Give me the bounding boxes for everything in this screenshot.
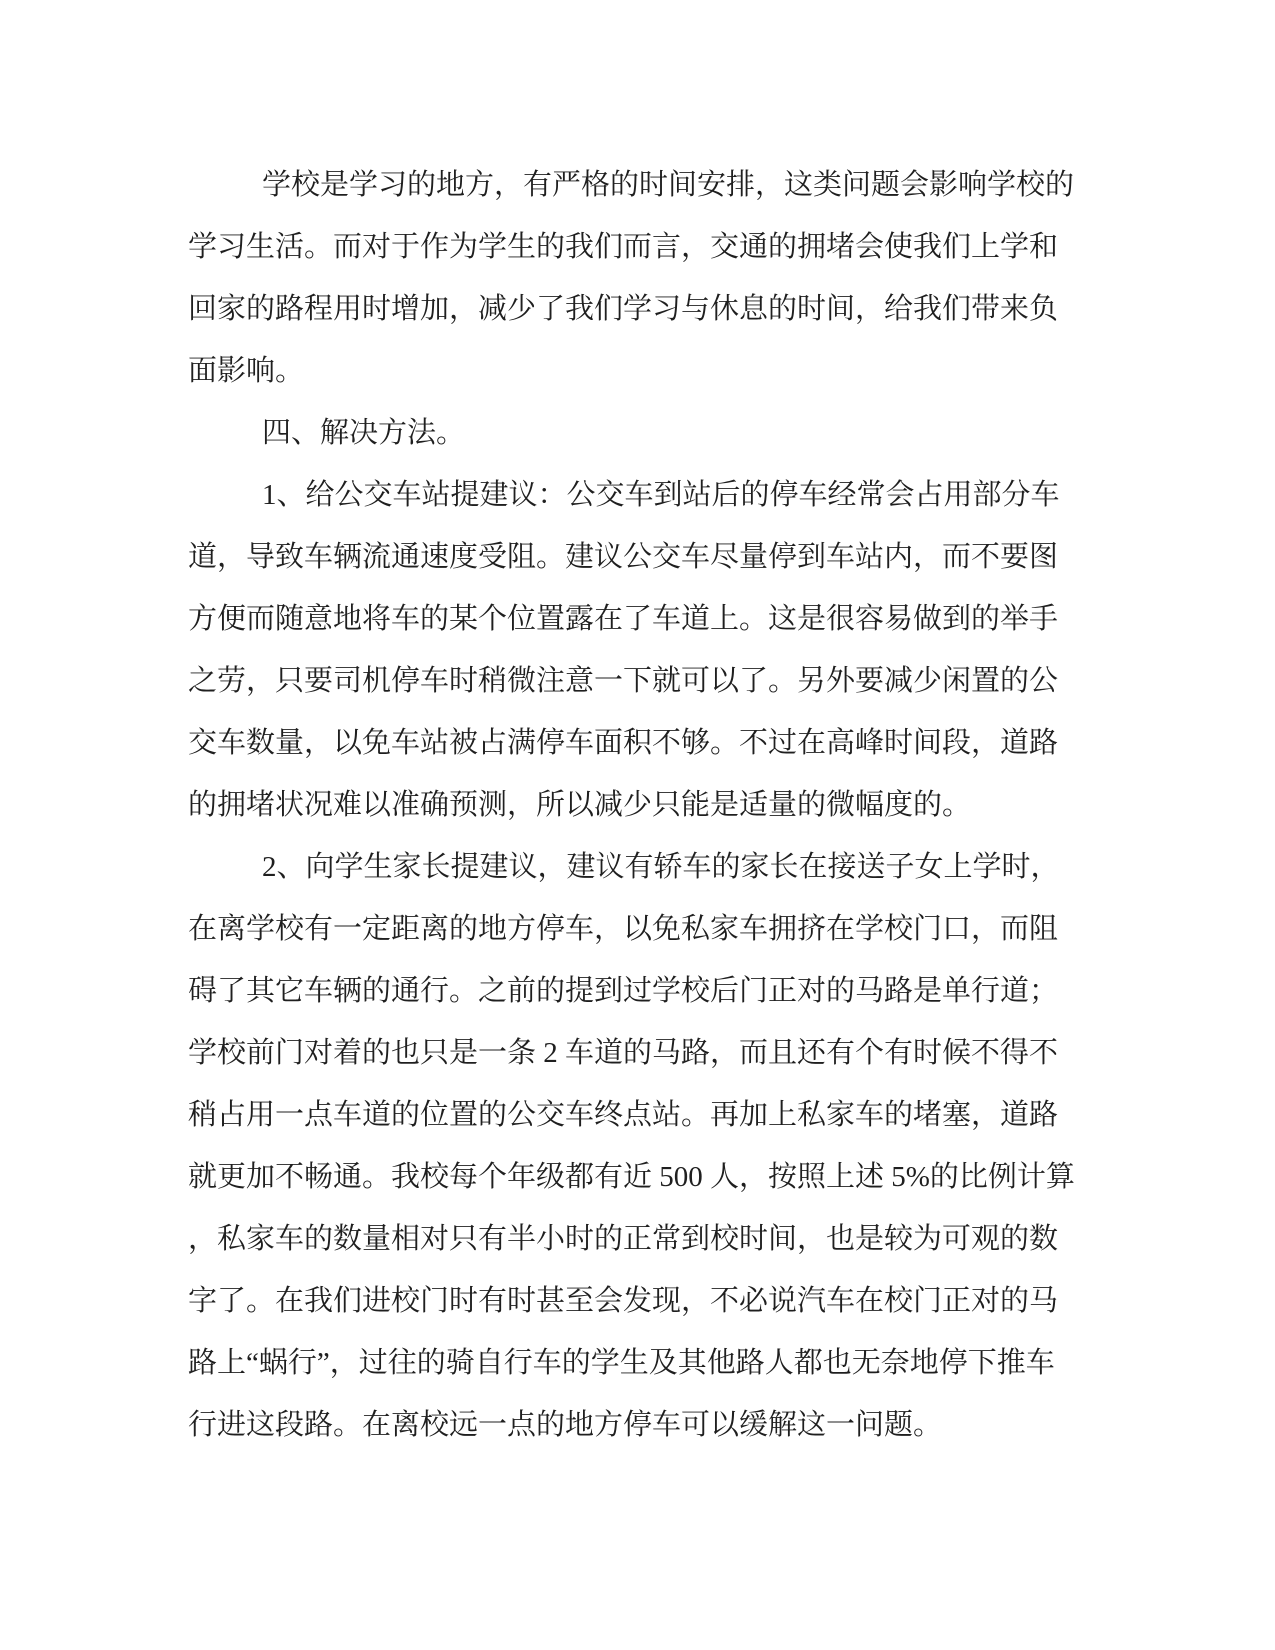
text-line: 方便而随意地将车的某个位置露在了车道上。这是很容易做到的举手	[188, 603, 1059, 635]
text-line: 碍了其它车辆的通行。之前的提到过学校后门正对的马路是单行道；	[188, 975, 1059, 1007]
text-line: 就更加不畅通。我校每个年级都有近 500 人，按照上述 5%的比例计算	[188, 1161, 1075, 1193]
text-line: 1、给公交车站提建议：公交车到站后的停车经常会占用部分车	[262, 479, 1060, 511]
text-line: 学校是学习的地方，有严格的时间安排，这类问题会影响学校的	[262, 169, 1075, 201]
text-line: 学习生活。而对于作为学生的我们而言，交通的拥堵会使我们上学和	[188, 231, 1059, 263]
text-line: 的拥堵状况难以准确预测，所以减少只能是适量的微幅度的。	[188, 789, 972, 821]
text-line: 学校前门对着的也只是一条 2 车道的马路，而且还有个有时候不得不	[188, 1037, 1059, 1069]
text-line: 面影响。	[188, 355, 305, 387]
text-line: 2、向学生家长提建议，建议有轿车的家长在接送子女上学时，	[262, 851, 1060, 883]
text-line: ，私家车的数量相对只有半小时的正常到校时间，也是较为可观的数	[188, 1223, 1059, 1255]
document-text-block	[188, 154, 1075, 1456]
text-line: 行进这段路。在离校远一点的地方停车可以缓解这一问题。	[188, 1409, 943, 1441]
text-line: 之劳，只要司机停车时稍微注意一下就可以了。另外要减少闲置的公	[188, 665, 1059, 697]
text-line: 回家的路程用时增加，减少了我们学习与休息的时间，给我们带来负	[188, 293, 1059, 325]
text-line: 道，导致车辆流通速度受阻。建议公交车尽量停到车站内，而不要图	[188, 541, 1059, 573]
text-line: 路上“蜗行”，过往的骑自行车的学生及其他路人都也无奈地停下推车	[188, 1347, 1055, 1379]
text-line: 字了。在我们进校门时有时甚至会发现，不必说汽车在校门正对的马	[188, 1285, 1059, 1317]
text-line: 交车数量，以免车站被占满停车面积不够。不过在高峰时间段，道路	[188, 727, 1059, 759]
text-line: 在离学校有一定距离的地方停车，以免私家车拥挤在学校门口，而阻	[188, 913, 1059, 945]
text-line: 四、解决方法。	[262, 417, 466, 449]
text-line: 稍占用一点车道的位置的公交车终点站。再加上私家车的堵塞，道路	[188, 1099, 1059, 1131]
